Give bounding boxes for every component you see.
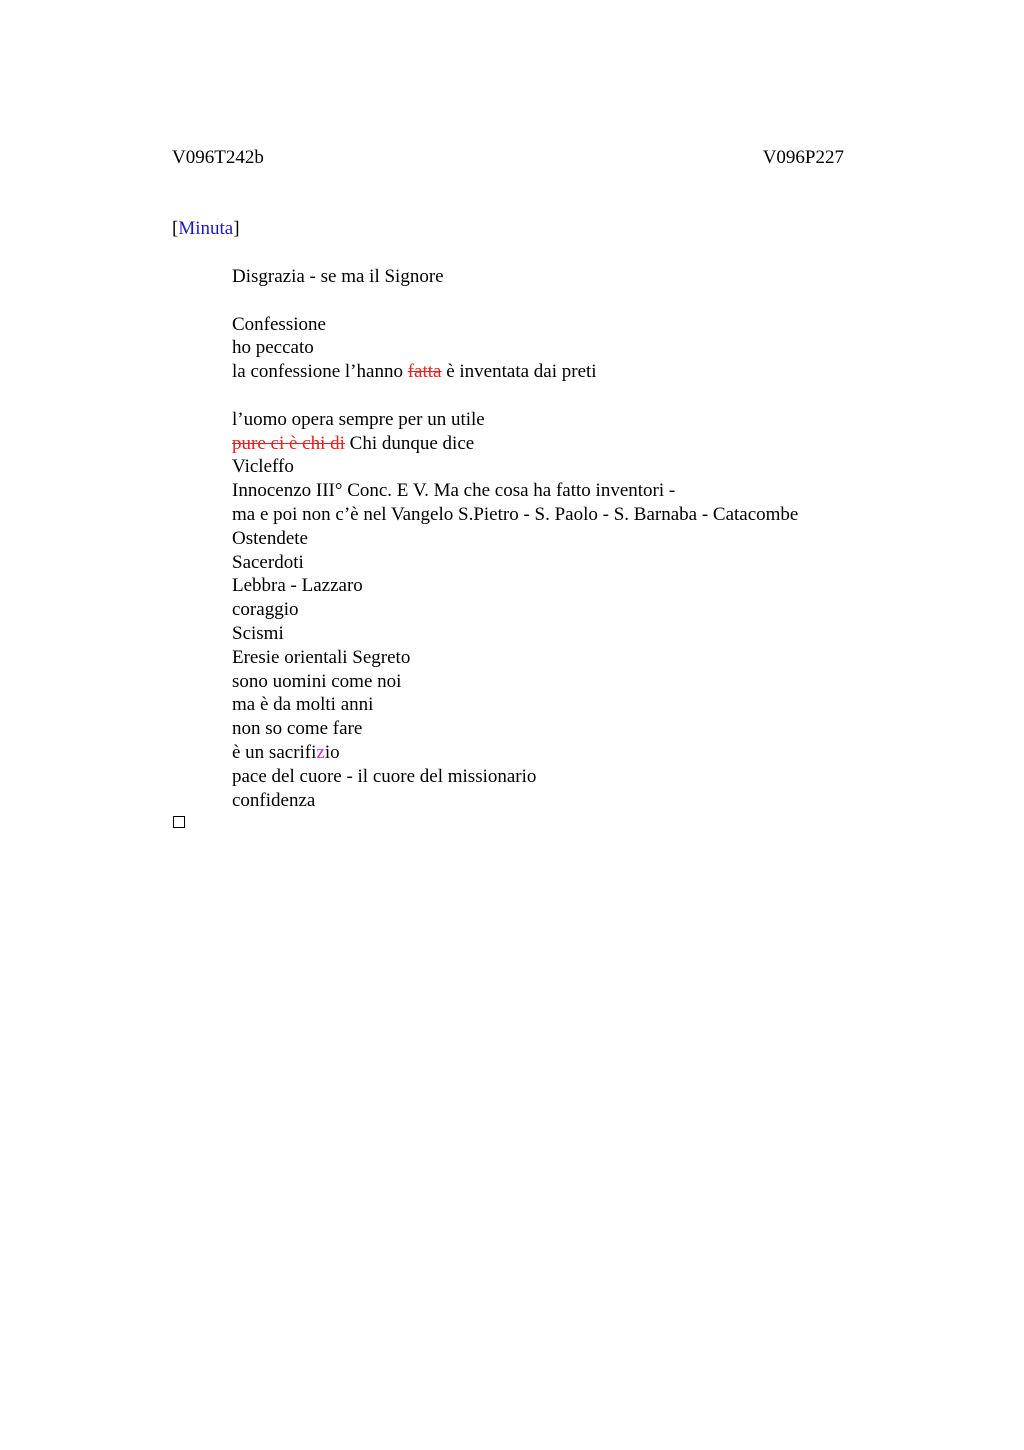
text-line: ma è da molti anni xyxy=(232,694,374,716)
text-line: l’uomo opera sempre per un utile xyxy=(232,408,485,430)
text-line: confidenza xyxy=(232,789,316,811)
text-segment: Chi dunque dice xyxy=(344,432,475,454)
section-label-text: Minuta xyxy=(178,218,234,239)
empty-square-icon xyxy=(173,816,185,828)
text-line: non so come fare xyxy=(232,718,363,740)
text-line xyxy=(232,432,952,456)
text-segment: io xyxy=(324,741,340,763)
text-line: coraggio xyxy=(232,599,299,621)
document-code-left: V096T242b xyxy=(172,147,264,168)
text-line: pace del cuore - il cuore del missionario xyxy=(232,765,537,787)
text-line: Confessione xyxy=(232,313,326,335)
text-segment: è un sacrifi xyxy=(232,741,317,763)
bracket-open: [ xyxy=(172,218,179,239)
struck-text: fatta xyxy=(407,361,442,383)
section-label xyxy=(172,217,240,241)
corrected-letter: z xyxy=(316,741,325,763)
text-line: ho peccato xyxy=(232,337,314,359)
text-line: sono uomini come noi xyxy=(232,670,402,692)
struck-text: pure ci è chi di xyxy=(232,432,345,454)
text-segment: è inventata dai preti xyxy=(441,361,597,383)
text-line: Innocenzo III° Conc. E V. Ma che cosa ha fatto inventori - xyxy=(232,480,676,502)
text-segment: la confessione l’hanno xyxy=(232,361,408,383)
text-line xyxy=(232,360,952,384)
bracket-close: ] xyxy=(233,218,240,239)
text-line: Scismi xyxy=(232,622,284,644)
text-line xyxy=(232,741,952,765)
document-body xyxy=(232,265,952,812)
text-line: Eresie orientali Segreto xyxy=(232,646,411,668)
document-code-right: V096P227 xyxy=(762,147,844,168)
text-line: Ostendete xyxy=(232,527,308,549)
text-line: Disgrazia - se ma il Signore xyxy=(232,266,444,287)
text-line: Lebbra - Lazzaro xyxy=(232,575,363,597)
blank-line xyxy=(232,289,952,313)
blank-line xyxy=(232,384,952,408)
text-line: ma e poi non c’è nel Vangelo S.Pietro - S. Paolo - S. Barnaba - Catacombe xyxy=(232,503,799,525)
text-line: Vicleffo xyxy=(232,456,294,478)
text-line: Sacerdoti xyxy=(232,551,304,573)
